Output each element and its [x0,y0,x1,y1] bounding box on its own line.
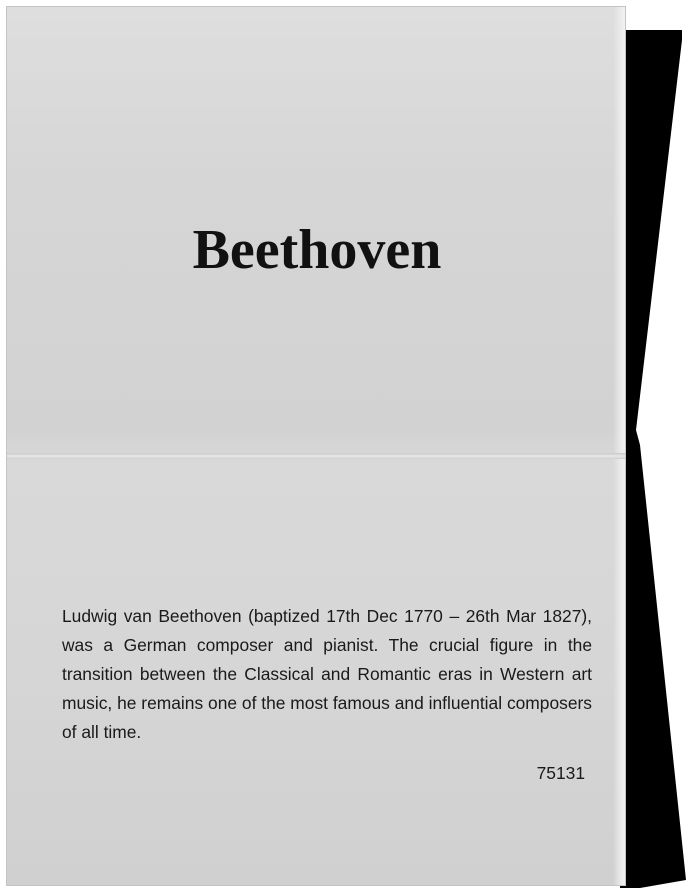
card-code: 75131 [536,763,585,783]
card-shadow-shape [620,30,686,888]
card-title: Beethoven [192,219,442,281]
card-edge [613,7,625,885]
card-fold-line [7,453,625,459]
card-bio-text: Ludwig van Beethoven (baptized 17th Dec 1770 – 26th Mar 1827), was a German composer and pianist. The crucial figure in the transition between the Classical and Romantic eras in Western art music, he remains one of the most famous and influential composers of all time. [62,606,592,742]
info-card [6,6,626,886]
